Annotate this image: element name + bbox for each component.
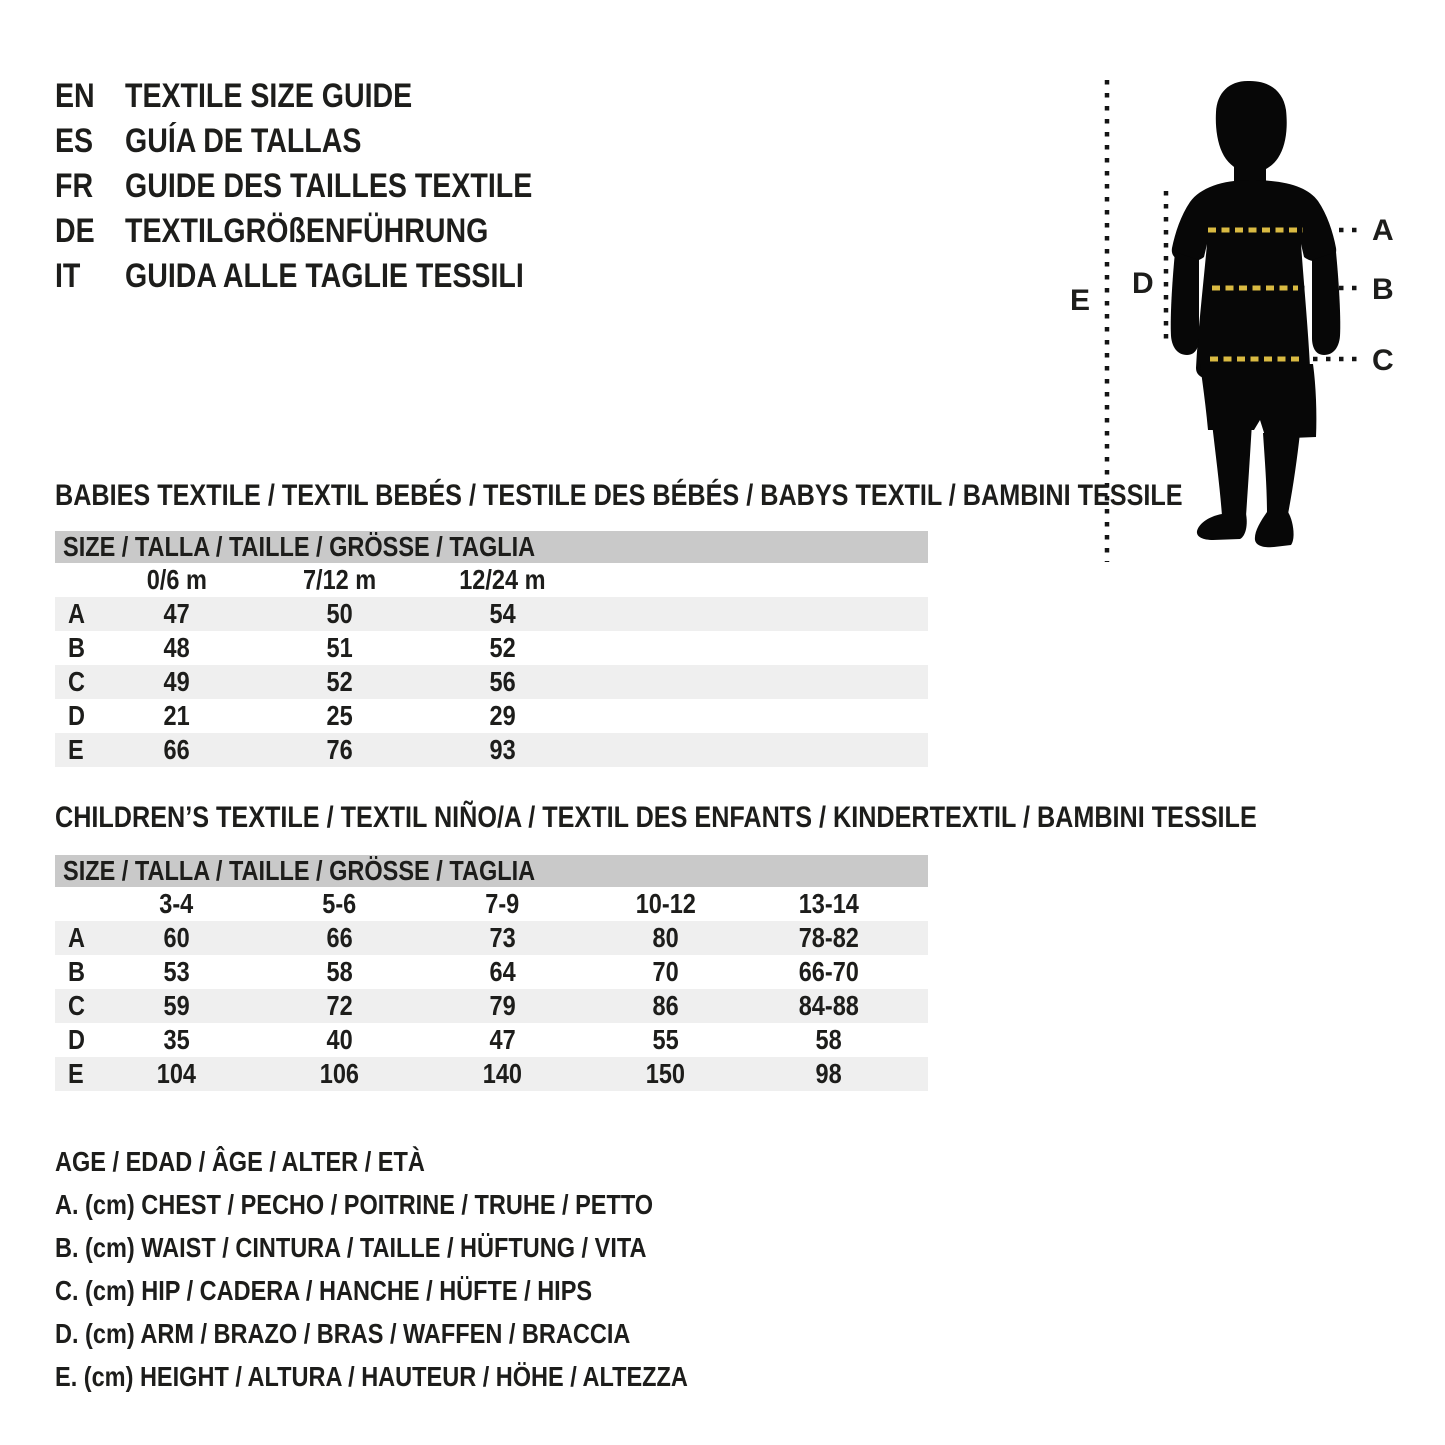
table-cell: 25 bbox=[326, 700, 353, 731]
table-cell: 76 bbox=[326, 734, 353, 765]
table-cell: 78-82 bbox=[798, 922, 859, 953]
measurement-legend bbox=[55, 1140, 808, 1398]
table-row bbox=[55, 1023, 928, 1057]
column-header: 5-6 bbox=[322, 888, 357, 919]
lang-code: IT bbox=[55, 257, 81, 295]
lang-code: FR bbox=[55, 167, 94, 205]
guide-title-fr: GUIDE DES TAILLES TEXTILE bbox=[125, 167, 533, 205]
table-cell: 150 bbox=[645, 1058, 686, 1089]
table-cell: 66-70 bbox=[798, 956, 859, 987]
silhouette-right-shoe bbox=[1255, 512, 1294, 547]
row-label: D bbox=[68, 1024, 85, 1055]
babies-size-table bbox=[55, 531, 928, 767]
table-row bbox=[55, 989, 928, 1023]
table-cell: 59 bbox=[163, 990, 190, 1021]
silhouette-left-shoe bbox=[1197, 514, 1247, 540]
section-title: BABIES TEXTILE / TEXTIL BEBÉS / TESTILE DES BÉBÉS / BABYS TEXTIL / BAMBINI TESSILE bbox=[55, 479, 1183, 512]
row-label: A bbox=[68, 922, 85, 953]
legend-chest: A. (cm) CHEST / PECHO / POITRINE / TRUHE / PETTO bbox=[55, 1189, 654, 1220]
legend-hip: C. (cm) HIP / CADERA / HANCHE / HÜFTE / HIPS bbox=[55, 1275, 593, 1306]
table-cell: 79 bbox=[489, 990, 516, 1021]
table-cell: 50 bbox=[326, 598, 353, 629]
table-cell: 29 bbox=[489, 700, 516, 731]
label-waist-b: B bbox=[1372, 273, 1394, 306]
table-cell: 52 bbox=[489, 632, 516, 663]
table-cell: 72 bbox=[326, 990, 353, 1021]
table-row bbox=[55, 699, 928, 733]
lang-row-en bbox=[55, 74, 610, 119]
size-header-bar: SIZE / TALLA / TAILLE / GRÖSSE / TAGLIA bbox=[55, 531, 928, 563]
label-hip-c: C bbox=[1372, 344, 1394, 377]
table-cell: 48 bbox=[163, 632, 190, 663]
children-textile-section bbox=[55, 800, 1257, 1091]
column-header-row bbox=[55, 887, 928, 921]
legend-age: AGE / EDAD / ÂGE / ALTER / ETÀ bbox=[55, 1146, 425, 1177]
table-cell: 106 bbox=[319, 1058, 360, 1089]
table-cell: 53 bbox=[163, 956, 190, 987]
table-cell: 56 bbox=[489, 666, 516, 697]
row-label: C bbox=[68, 990, 85, 1021]
table-cell: 21 bbox=[163, 700, 190, 731]
table-row bbox=[55, 1057, 928, 1091]
table-row bbox=[55, 631, 928, 665]
language-title-block bbox=[55, 74, 610, 299]
guide-title-es: GUÍA DE TALLAS bbox=[125, 122, 362, 160]
row-label: A bbox=[68, 598, 85, 629]
table-cell: 66 bbox=[163, 734, 190, 765]
section-title: CHILDREN’S TEXTILE / TEXTIL NIÑO/A / TEXTIL DES ENFANTS / KINDERTEXTIL / BAMBINI TESSILE bbox=[55, 801, 1257, 834]
legend-height: E. (cm) HEIGHT / ALTURA / HAUTEUR / HÖHE / ALTEZZA bbox=[55, 1361, 688, 1392]
table-cell: 51 bbox=[326, 632, 353, 663]
column-header: 7-9 bbox=[485, 888, 520, 919]
guide-title-en: TEXTILE SIZE GUIDE bbox=[125, 77, 413, 115]
table-cell: 66 bbox=[326, 922, 353, 953]
table-cell: 52 bbox=[326, 666, 353, 697]
table-row bbox=[55, 955, 928, 989]
size-header-bar: SIZE / TALLA / TAILLE / GRÖSSE / TAGLIA bbox=[55, 855, 928, 887]
legend-arm: D. (cm) ARM / BRAZO / BRAS / WAFFEN / BRACCIA bbox=[55, 1318, 631, 1349]
row-label: C bbox=[68, 666, 85, 697]
lang-row-it bbox=[55, 254, 610, 299]
table-cell: 98 bbox=[815, 1058, 842, 1089]
table-cell: 80 bbox=[652, 922, 679, 953]
table-cell: 40 bbox=[326, 1024, 353, 1055]
children-size-table bbox=[55, 855, 928, 1091]
label-arm-d: D bbox=[1132, 267, 1154, 300]
column-header: 0/6 m bbox=[146, 564, 207, 595]
lang-row-es bbox=[55, 119, 610, 164]
table-cell: 47 bbox=[489, 1024, 516, 1055]
row-label: B bbox=[68, 632, 85, 663]
label-height-e: E bbox=[1070, 284, 1091, 317]
table-cell: 55 bbox=[652, 1024, 679, 1055]
guide-title-de: TEXTILGRÖßENFÜHRUNG bbox=[125, 212, 489, 250]
table-cell: 47 bbox=[163, 598, 190, 629]
column-header-row bbox=[55, 563, 928, 597]
table-row bbox=[55, 921, 928, 955]
column-header: 10-12 bbox=[635, 888, 696, 919]
label-chest-a: A bbox=[1372, 214, 1394, 247]
table-cell: 84-88 bbox=[798, 990, 859, 1021]
babies-textile-section bbox=[55, 478, 1183, 767]
silhouette-left-leg bbox=[1212, 423, 1252, 516]
column-header: 3-4 bbox=[159, 888, 194, 919]
table-row bbox=[55, 665, 928, 699]
table-cell: 93 bbox=[489, 734, 516, 765]
row-label: E bbox=[68, 734, 84, 765]
lang-code: ES bbox=[55, 122, 94, 160]
silhouette-right-leg bbox=[1263, 433, 1300, 514]
table-cell: 140 bbox=[482, 1058, 523, 1089]
table-cell: 54 bbox=[489, 598, 516, 629]
row-label: E bbox=[68, 1058, 84, 1089]
lang-row-de bbox=[55, 209, 610, 254]
table-cell: 49 bbox=[163, 666, 190, 697]
table-cell: 58 bbox=[326, 956, 353, 987]
table-cell: 58 bbox=[815, 1024, 842, 1055]
column-header: 7/12 m bbox=[302, 564, 377, 595]
table-cell: 73 bbox=[489, 922, 516, 953]
table-cell: 35 bbox=[163, 1024, 190, 1055]
silhouette-right-arm bbox=[1312, 252, 1340, 355]
silhouette-left-arm bbox=[1171, 252, 1199, 355]
lang-code: EN bbox=[55, 77, 95, 115]
legend-waist: B. (cm) WAIST / CINTURA / TAILLE / HÜFTUNG / VITA bbox=[55, 1232, 647, 1263]
table-cell: 104 bbox=[156, 1058, 197, 1089]
table-row bbox=[55, 733, 928, 767]
lang-row-fr bbox=[55, 164, 610, 209]
row-label: B bbox=[68, 956, 85, 987]
table-cell: 86 bbox=[652, 990, 679, 1021]
lang-code: DE bbox=[55, 212, 95, 250]
table-cell: 60 bbox=[163, 922, 190, 953]
table-cell: 70 bbox=[652, 956, 679, 987]
table-row bbox=[55, 597, 928, 631]
column-header: 13-14 bbox=[798, 888, 859, 919]
table-cell: 64 bbox=[489, 956, 516, 987]
column-header: 12/24 m bbox=[459, 564, 546, 595]
guide-title-it: GUIDA ALLE TAGLIE TESSILI bbox=[125, 257, 524, 295]
child-silhouette bbox=[1171, 81, 1341, 547]
row-label: D bbox=[68, 700, 85, 731]
